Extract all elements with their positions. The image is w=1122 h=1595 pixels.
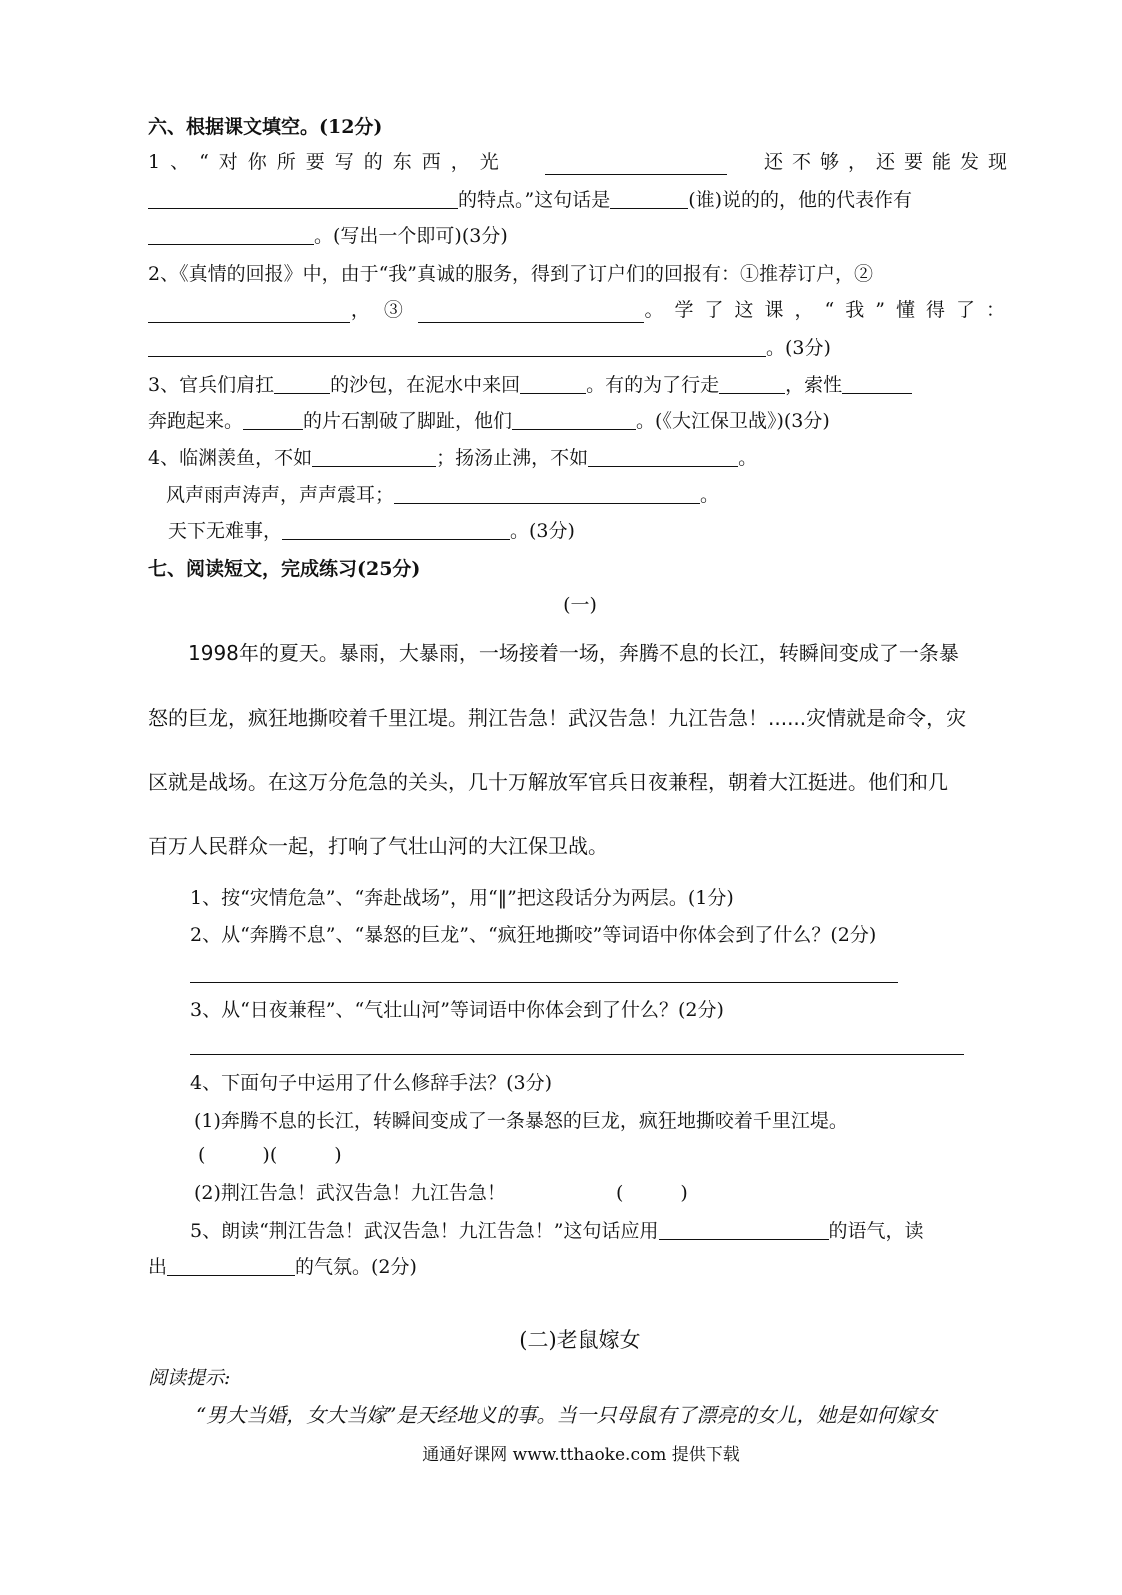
answer-blank[interactable] (610, 188, 688, 209)
q7-4-answer-bracket-2[interactable]: ( ) (616, 1182, 688, 1204)
q6-1-text-a: 1、“对你所要写的东西，光 (148, 151, 509, 173)
q7-3: 3、从“日夜兼程”、“气壮山河”等词语中你体会到了什么？(2分) (190, 999, 724, 1021)
answer-blank[interactable] (418, 297, 644, 323)
q7-5-line2 (148, 1254, 417, 1280)
q6-4-line1 (148, 445, 757, 471)
q6-4-text-b: ；扬汤止沸，不如 (436, 447, 589, 469)
q6-2-text-b: 。学了这课，“我”懂得了： (644, 299, 1016, 321)
q7-4-sentence-1: (1)奔腾不息的长江，转瞬间变成了一条暴怒的巨龙，疯狂地撕咬着千里江堤。 (194, 1110, 848, 1132)
q6-4-line3 (168, 518, 575, 544)
part-1-heading: (一) (563, 594, 597, 616)
answer-blank[interactable] (148, 297, 350, 323)
q7-4: 4、下面句子中运用了什么修辞手法？(3分) (190, 1072, 553, 1094)
q7-5-text-b: 的语气，读 (828, 1220, 924, 1242)
q7-5-text-c: 出 (148, 1256, 168, 1278)
section-6-title: 六、根据课文填空。(12分) (148, 116, 383, 138)
answer-line[interactable] (190, 1054, 964, 1055)
q6-2-text-c: 。(3分) (766, 337, 831, 359)
q6-3-text-b: 的沙包，在泥水中来回 (330, 374, 521, 396)
passage-line-1: 1998年的夏天。暴雨，大暴雨，一场接着一场，奔腾不息的长江，转瞬间变成了一条暴 (188, 641, 959, 665)
q6-4-text-d: 风声雨声涛声，声声震耳； (166, 484, 395, 506)
q6-3-line1 (148, 372, 912, 398)
answer-blank[interactable] (512, 409, 636, 430)
q6-2-line1: 2、《真情的回报》中，由于“我”真诚的服务，得到了订户们的回报有：①推荐订户，② (148, 263, 874, 285)
reading-tip-label: 阅读提示: (148, 1367, 231, 1389)
answer-blank[interactable] (545, 149, 727, 175)
answer-blank[interactable] (588, 446, 738, 467)
q6-4-text-g: 。(3分) (510, 520, 575, 542)
q6-1-line2 (148, 187, 912, 213)
q7-4-answer-brackets-1[interactable]: ( )( ) (198, 1144, 342, 1166)
q6-3-text-f: 的片石割破了脚趾，他们 (303, 410, 513, 432)
q6-4-text-f: 天下无难事， (168, 520, 283, 542)
q6-1-text-b: 还不够，还要能发现 (763, 151, 1016, 173)
answer-blank[interactable] (148, 336, 766, 357)
answer-blank[interactable] (520, 373, 586, 394)
page-footer: 通通好课网 www.tthaoke.com 提供下载 (422, 1445, 740, 1465)
answer-line[interactable] (190, 982, 898, 983)
q6-3-text-c: 。有的为了行走 (586, 374, 720, 396)
q6-3-text-g: 。(《大江保卫战》)(3分) (636, 410, 830, 432)
q6-3-text-e: 奔跑起来。 (148, 410, 244, 432)
q7-4-sentence-2: (2)荆江告急！武汉告急！九江告急！ (194, 1182, 506, 1204)
part-2-heading: (二)老鼠嫁女 (519, 1328, 641, 1352)
answer-blank[interactable] (842, 373, 912, 394)
q6-4-text-a: 4、临渊羡鱼，不如 (148, 447, 313, 469)
q6-4-text-e: 。 (700, 484, 720, 506)
answer-blank[interactable] (274, 373, 330, 394)
answer-blank[interactable] (243, 409, 303, 430)
answer-blank[interactable] (148, 224, 314, 245)
q7-5-text-a: 5、朗读“荆江告急！武汉告急！九江告急！”这句话应用 (190, 1220, 659, 1242)
q6-4-text-c: 。 (738, 447, 758, 469)
q6-3-text-d: ，索性 (785, 374, 843, 396)
q6-2-line2 (148, 297, 1016, 323)
passage-line-4: 百万人民群众一起，打响了气壮山河的大江保卫战。 (148, 834, 608, 858)
q7-5-text-d: 的气氛。(2分) (295, 1256, 417, 1278)
q7-5-line1 (190, 1218, 924, 1244)
answer-blank[interactable] (282, 519, 510, 540)
reading-tip-text: “男大当婚，女大当嫁”是天经地义的事。当一只母鼠有了漂亮的女儿，她是如何嫁女 (196, 1403, 937, 1427)
q6-2-text-a: ，③ (350, 299, 417, 321)
passage-line-3: 区就是战场。在这万分危急的关头，几十万解放军官兵日夜兼程，朝着大江挺进。他们和几 (148, 770, 948, 794)
q6-1-text-c: 的特点。”这句话是 (458, 189, 611, 211)
answer-blank[interactable] (659, 1219, 829, 1240)
q7-1: 1、按“灾情危急”、“奔赴战场”，用“‖”把这段话分为两层。(1分) (190, 887, 734, 909)
answer-blank[interactable] (312, 446, 436, 467)
q6-3-text-a: 3、官兵们肩扛 (148, 374, 275, 396)
q6-4-line2 (166, 482, 719, 508)
section-7-title: 七、阅读短文，完成练习(25分) (148, 558, 421, 580)
q6-1-line3 (148, 223, 508, 249)
q6-1-text-e: 。(写出一个即可)(3分) (314, 225, 508, 247)
answer-blank[interactable] (148, 188, 458, 209)
q6-3-line2 (148, 408, 830, 434)
passage-line-2: 怒的巨龙，疯狂地撕咬着千里江堤。荆江告急！武汉告急！九江告急！......灾情就是命令，灾 (148, 706, 967, 730)
answer-blank[interactable] (167, 1255, 295, 1276)
q6-1-text-d: (谁)说的的，他的代表作有 (688, 189, 913, 211)
answer-blank[interactable] (394, 483, 700, 504)
q7-2: 2、从“奔腾不息”、“暴怒的巨龙”、“疯狂地撕咬”等词语中你体会到了什么？(2分) (190, 924, 877, 946)
q6-1-line1 (148, 149, 1016, 175)
answer-blank[interactable] (719, 373, 785, 394)
q6-2-line3 (148, 335, 831, 361)
